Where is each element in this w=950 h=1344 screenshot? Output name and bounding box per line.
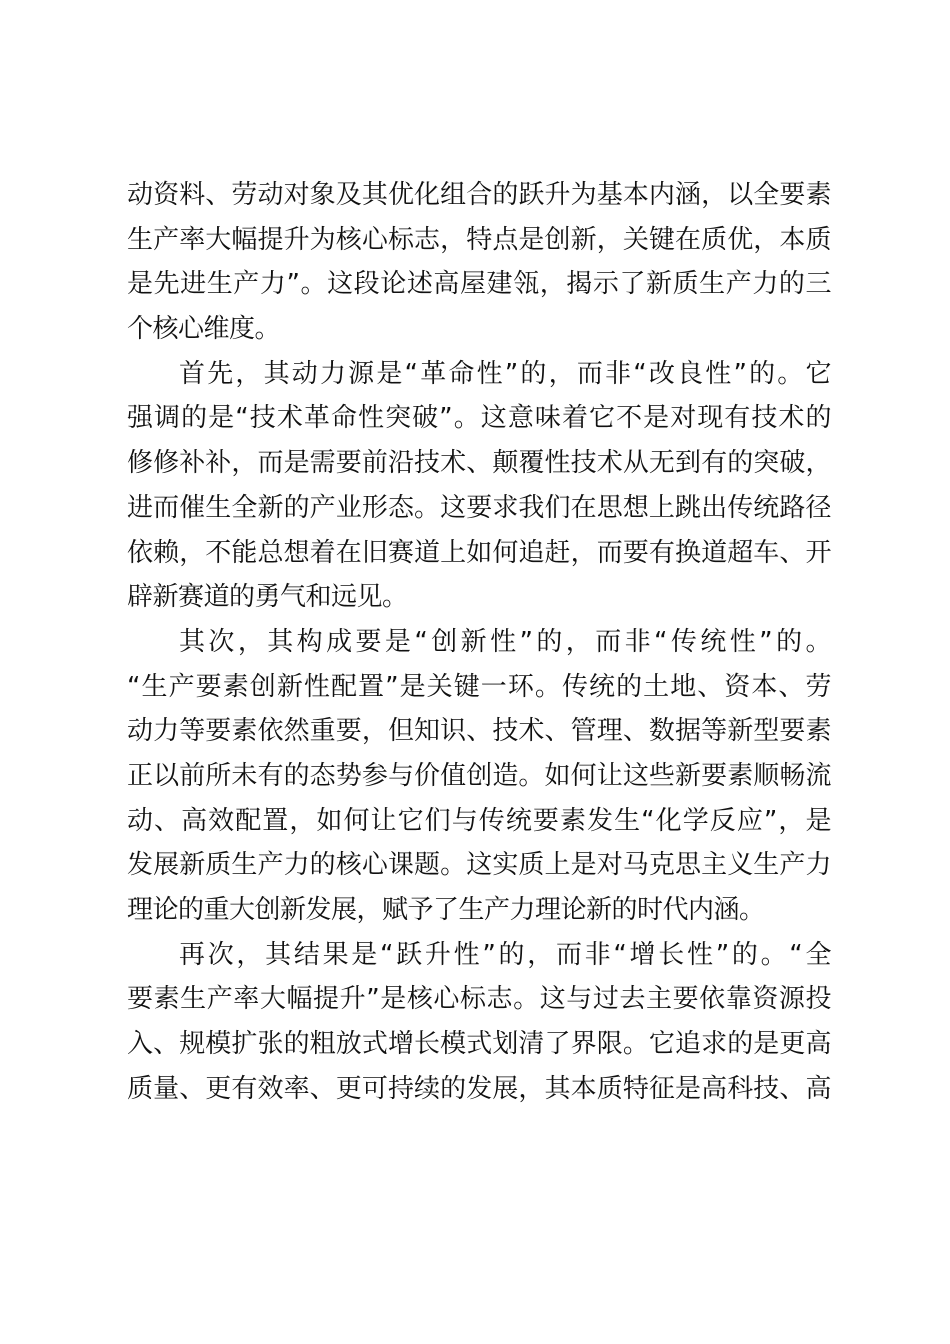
document-page — [127, 173, 831, 1111]
paragraph-intro-continued — [127, 173, 831, 352]
text-line: 质量、更有效率、更可持续的发展，其本质特征是高科技、高 — [127, 1073, 831, 1104]
text-line: 首先，其动力源是“革命性”的，而非“改良性”的。它 — [179, 358, 831, 389]
paragraph-third — [127, 933, 831, 1112]
text-line: 再次，其结果是“跃升性”的，而非“增长性”的。“全 — [179, 939, 831, 970]
text-line: 正以前所未有的态势参与价值创造。如何让这些新要素顺畅流 — [127, 760, 831, 791]
text-line: 辟新赛道的勇气和远见。 — [127, 582, 408, 613]
text-line: 是先进生产力”。这段论述高屋建瓴，揭示了新质生产力的三 — [127, 269, 831, 300]
text-line: 修修补补，而是需要前沿技术、颠覆性技术从无到有的突破， — [127, 448, 831, 479]
text-line: 入、规模扩张的粗放式增长模式划清了界限。它追求的是更高 — [127, 1029, 831, 1060]
text-line: 理论的重大创新发展，赋予了生产力理论新的时代内涵。 — [127, 895, 765, 925]
text-line: 个核心维度。 — [127, 314, 281, 345]
text-line: 动力等要素依然重要，但知识、技术、管理、数据等新型要素 — [127, 716, 831, 747]
text-line: 动资料、劳动对象及其优化组合的跃升为基本内涵，以全要素 — [127, 180, 831, 210]
text-line: 动、高效配置，如何让它们与传统要素发生“化学反应”，是 — [127, 805, 831, 836]
text-line: 生产率大幅提升为核心标志，特点是创新，关键在质优，本质 — [127, 224, 831, 255]
text-line: 强调的是“技术革命性突破”。这意味着它不是对现有技术的 — [127, 403, 831, 434]
paragraph-first — [127, 352, 831, 620]
text-line: 进而催生全新的产业形态。这要求我们在思想上跳出传统路径 — [127, 492, 831, 523]
text-line: 发展新质生产力的核心课题。这实质上是对马克思主义生产力 — [127, 850, 831, 881]
text-line: 其次，其构成要是“创新性”的，而非“传统性”的。 — [179, 626, 831, 657]
paragraph-second — [127, 620, 831, 933]
text-line: 依赖，不能总想着在旧赛道上如何追赶，而要有换道超车、开 — [127, 537, 831, 568]
text-line: 要素生产率大幅提升”是核心标志。这与过去主要依靠资源投 — [127, 984, 831, 1015]
text-line: “生产要素创新性配置”是关键一环。传统的土地、资本、劳 — [127, 671, 831, 702]
